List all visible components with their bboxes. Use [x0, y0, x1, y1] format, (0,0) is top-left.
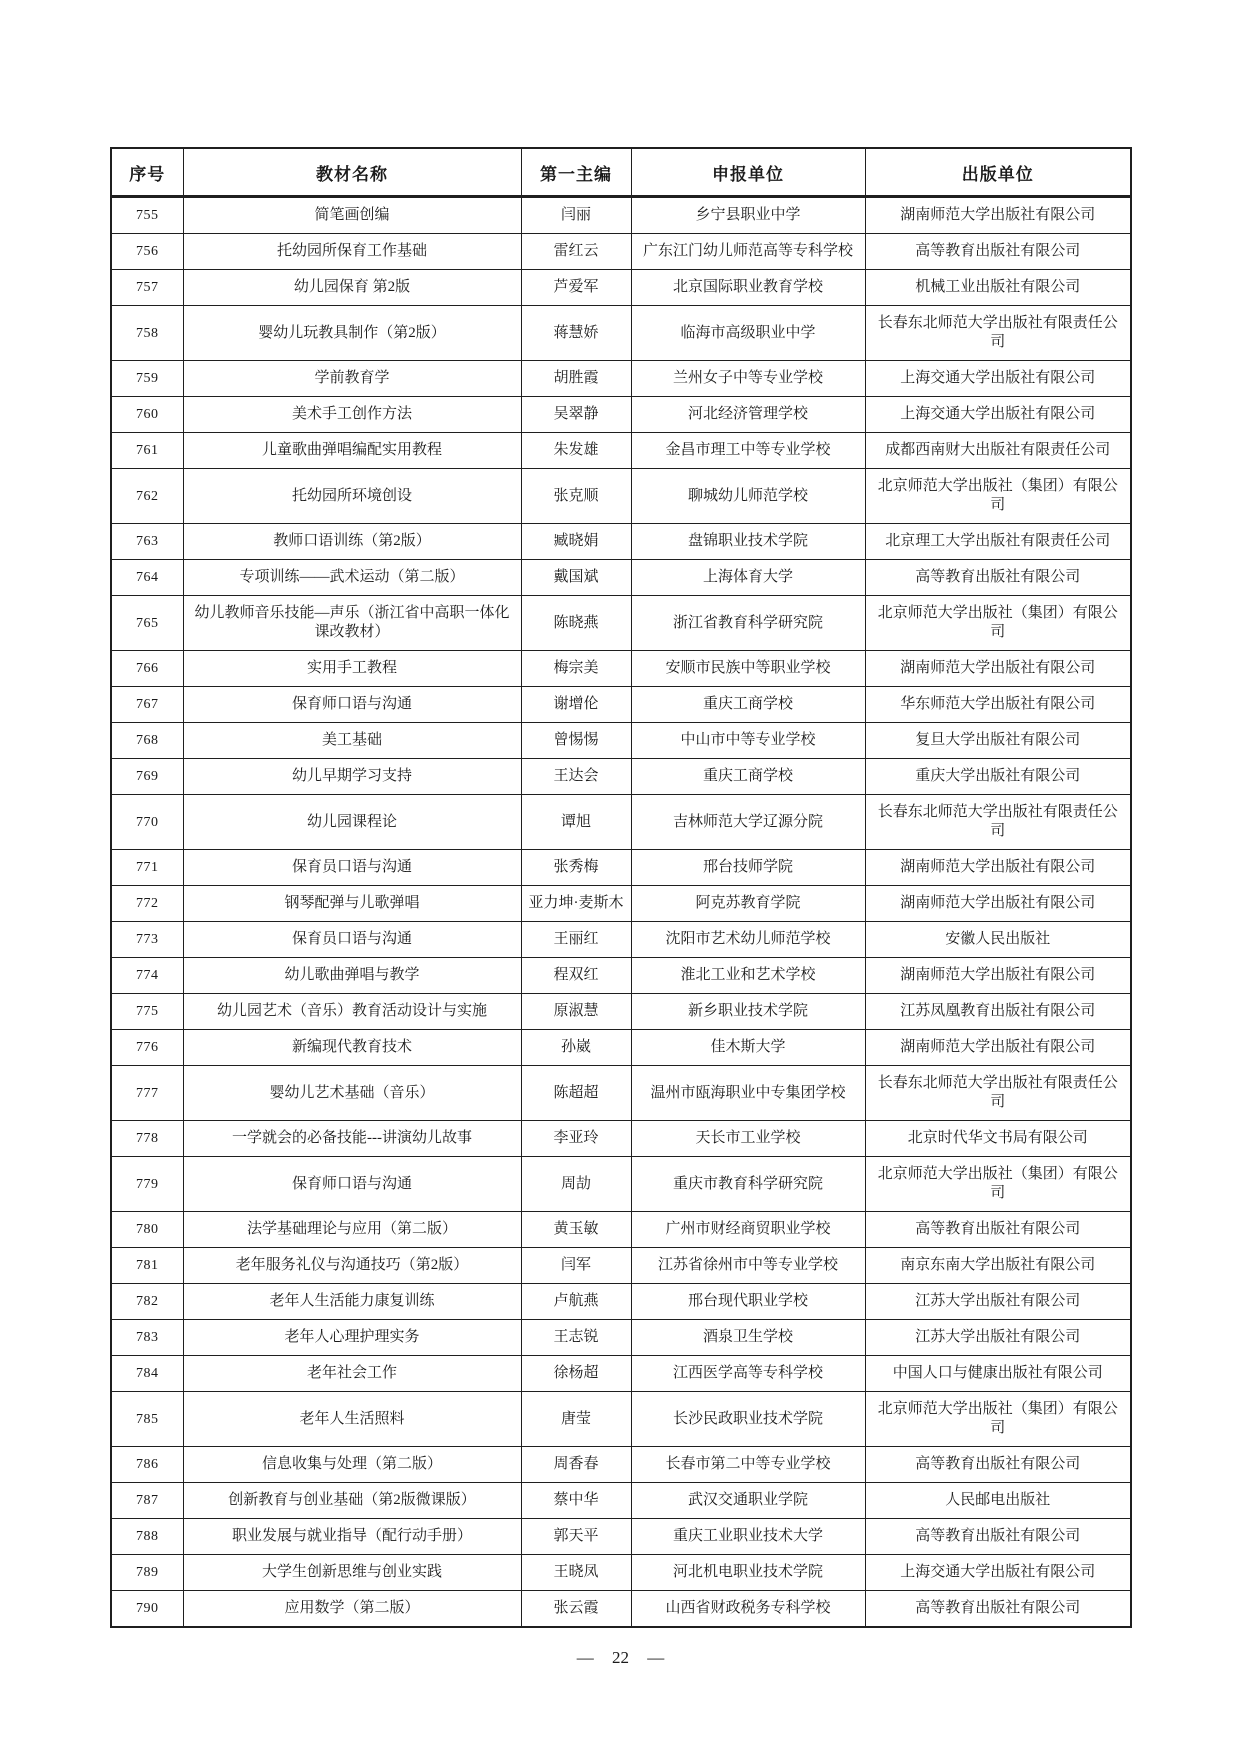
applicant-cell: 天长市工业学校: [631, 1121, 865, 1157]
applicant-cell: 佳木斯大学: [631, 1030, 865, 1066]
serial-cell: 757: [111, 270, 183, 306]
table-row: [111, 958, 1131, 994]
applicant-cell: 温州市瓯海职业中专集团学校: [631, 1066, 865, 1121]
publisher-cell: 上海交通大学出版社有限公司: [865, 361, 1131, 397]
applicant-cell: 长春市第二中等专业学校: [631, 1447, 865, 1483]
table-row: [111, 1483, 1131, 1519]
table-row: [111, 687, 1131, 723]
title-cell: 老年人心理护理实务: [183, 1320, 521, 1356]
title-cell: 教师口语训练（第2版）: [183, 524, 521, 560]
applicant-cell: 安顺市民族中等职业学校: [631, 651, 865, 687]
applicant-cell: 阿克苏教育学院: [631, 886, 865, 922]
title-cell: 老年服务礼仪与沟通技巧（第2版）: [183, 1248, 521, 1284]
serial-cell: 780: [111, 1212, 183, 1248]
table-row: [111, 1555, 1131, 1591]
publisher-cell: 高等教育出版社有限公司: [865, 1447, 1131, 1483]
serial-cell: 776: [111, 1030, 183, 1066]
editor-cell: 蒋慧娇: [521, 306, 631, 361]
applicant-cell: 酒泉卫生学校: [631, 1320, 865, 1356]
header-publisher: 出版单位: [865, 148, 1131, 197]
applicant-cell: 北京国际职业教育学校: [631, 270, 865, 306]
publisher-cell: 北京师范大学出版社（集团）有限公司: [865, 596, 1131, 651]
textbook-approval-table: [110, 147, 1132, 1628]
serial-cell: 777: [111, 1066, 183, 1121]
table-row: [111, 234, 1131, 270]
editor-cell: 原淑慧: [521, 994, 631, 1030]
serial-cell: 774: [111, 958, 183, 994]
publisher-cell: 北京理工大学出版社有限责任公司: [865, 524, 1131, 560]
title-cell: 美术手工创作方法: [183, 397, 521, 433]
publisher-cell: 江苏大学出版社有限公司: [865, 1320, 1131, 1356]
serial-cell: 787: [111, 1483, 183, 1519]
table-row: [111, 306, 1131, 361]
editor-cell: 程双红: [521, 958, 631, 994]
applicant-cell: 广东江门幼儿师范高等专科学校: [631, 234, 865, 270]
title-cell: 专项训练——武术运动（第二版）: [183, 560, 521, 596]
applicant-cell: 新乡职业技术学院: [631, 994, 865, 1030]
title-cell: 法学基础理论与应用（第二版）: [183, 1212, 521, 1248]
publisher-cell: 高等教育出版社有限公司: [865, 1519, 1131, 1555]
serial-cell: 782: [111, 1284, 183, 1320]
title-cell: 创新教育与创业基础（第2版微课版）: [183, 1483, 521, 1519]
title-cell: 钢琴配弹与儿歌弹唱: [183, 886, 521, 922]
editor-cell: 陈超超: [521, 1066, 631, 1121]
title-cell: 保育员口语与沟通: [183, 922, 521, 958]
publisher-cell: 高等教育出版社有限公司: [865, 1591, 1131, 1628]
applicant-cell: 临海市高级职业中学: [631, 306, 865, 361]
editor-cell: 曾惕惕: [521, 723, 631, 759]
serial-cell: 756: [111, 234, 183, 270]
publisher-cell: 南京东南大学出版社有限公司: [865, 1248, 1131, 1284]
table-row: [111, 1066, 1131, 1121]
title-cell: 幼儿歌曲弹唱与教学: [183, 958, 521, 994]
applicant-cell: 聊城幼儿师范学校: [631, 469, 865, 524]
table-row: [111, 850, 1131, 886]
title-cell: 老年社会工作: [183, 1356, 521, 1392]
publisher-cell: 复旦大学出版社有限公司: [865, 723, 1131, 759]
applicant-cell: 重庆工商学校: [631, 687, 865, 723]
serial-cell: 781: [111, 1248, 183, 1284]
editor-cell: 周劼: [521, 1157, 631, 1212]
publisher-cell: 长春东北师范大学出版社有限责任公司: [865, 1066, 1131, 1121]
applicant-cell: 江西医学高等专科学校: [631, 1356, 865, 1392]
table-row: [111, 1591, 1131, 1628]
publisher-cell: 湖南师范大学出版社有限公司: [865, 1030, 1131, 1066]
applicant-cell: 淮北工业和艺术学校: [631, 958, 865, 994]
title-cell: 托幼园所环境创设: [183, 469, 521, 524]
table-row: [111, 596, 1131, 651]
editor-cell: 戴国斌: [521, 560, 631, 596]
applicant-cell: 沈阳市艺术幼儿师范学校: [631, 922, 865, 958]
table-row: [111, 994, 1131, 1030]
editor-cell: 张秀梅: [521, 850, 631, 886]
publisher-cell: 长春东北师范大学出版社有限责任公司: [865, 306, 1131, 361]
publisher-cell: 北京师范大学出版社（集团）有限公司: [865, 1157, 1131, 1212]
table-header-row: [111, 148, 1131, 197]
publisher-cell: 上海交通大学出版社有限公司: [865, 1555, 1131, 1591]
applicant-cell: 吉林师范大学辽源分院: [631, 795, 865, 850]
publisher-cell: 湖南师范大学出版社有限公司: [865, 850, 1131, 886]
publisher-cell: 北京时代华文书局有限公司: [865, 1121, 1131, 1157]
table-row: [111, 361, 1131, 397]
publisher-cell: 成都西南财大出版社有限责任公司: [865, 433, 1131, 469]
editor-cell: 王志锐: [521, 1320, 631, 1356]
title-cell: 学前教育学: [183, 361, 521, 397]
editor-cell: 张云霞: [521, 1591, 631, 1628]
title-cell: 新编现代教育技术: [183, 1030, 521, 1066]
title-cell: 托幼园所保育工作基础: [183, 234, 521, 270]
table-row: [111, 1157, 1131, 1212]
editor-cell: 吴翠静: [521, 397, 631, 433]
table-row: [111, 1519, 1131, 1555]
serial-cell: 758: [111, 306, 183, 361]
applicant-cell: 武汉交通职业学院: [631, 1483, 865, 1519]
applicant-cell: 中山市中等专业学校: [631, 723, 865, 759]
table-row: [111, 1030, 1131, 1066]
title-cell: 幼儿园艺术（音乐）教育活动设计与实施: [183, 994, 521, 1030]
title-cell: 老年人生活能力康复训练: [183, 1284, 521, 1320]
publisher-cell: 长春东北师范大学出版社有限责任公司: [865, 795, 1131, 850]
editor-cell: 郭天平: [521, 1519, 631, 1555]
title-cell: 幼儿教师音乐技能—声乐（浙江省中高职一体化课改教材）: [183, 596, 521, 651]
table-body: [111, 197, 1131, 1628]
table-row: [111, 197, 1131, 234]
editor-cell: 周香春: [521, 1447, 631, 1483]
serial-cell: 788: [111, 1519, 183, 1555]
title-cell: 一学就会的必备技能---讲演幼儿故事: [183, 1121, 521, 1157]
title-cell: 保育员口语与沟通: [183, 850, 521, 886]
applicant-cell: 广州市财经商贸职业学校: [631, 1212, 865, 1248]
title-cell: 老年人生活照料: [183, 1392, 521, 1447]
header-title: 教材名称: [183, 148, 521, 197]
editor-cell: 雷红云: [521, 234, 631, 270]
table-container: [110, 147, 1130, 1628]
serial-cell: 761: [111, 433, 183, 469]
serial-cell: 770: [111, 795, 183, 850]
serial-cell: 755: [111, 197, 183, 234]
applicant-cell: 兰州女子中等专业学校: [631, 361, 865, 397]
header-editor: 第一主编: [521, 148, 631, 197]
table-row: [111, 1212, 1131, 1248]
serial-cell: 789: [111, 1555, 183, 1591]
editor-cell: 蔡中华: [521, 1483, 631, 1519]
editor-cell: 梅宗美: [521, 651, 631, 687]
title-cell: 信息收集与处理（第二版）: [183, 1447, 521, 1483]
publisher-cell: 江苏凤凰教育出版社有限公司: [865, 994, 1131, 1030]
serial-cell: 764: [111, 560, 183, 596]
table-row: [111, 1392, 1131, 1447]
publisher-cell: 重庆大学出版社有限公司: [865, 759, 1131, 795]
publisher-cell: 华东师范大学出版社有限公司: [865, 687, 1131, 723]
table-row: [111, 1121, 1131, 1157]
editor-cell: 王达会: [521, 759, 631, 795]
serial-cell: 773: [111, 922, 183, 958]
table-row: [111, 922, 1131, 958]
serial-cell: 785: [111, 1392, 183, 1447]
publisher-cell: 湖南师范大学出版社有限公司: [865, 886, 1131, 922]
title-cell: 婴幼儿艺术基础（音乐）: [183, 1066, 521, 1121]
title-cell: 保育师口语与沟通: [183, 687, 521, 723]
applicant-cell: 乡宁县职业中学: [631, 197, 865, 234]
publisher-cell: 中国人口与健康出版社有限公司: [865, 1356, 1131, 1392]
editor-cell: 黄玉敏: [521, 1212, 631, 1248]
title-cell: 职业发展与就业指导（配行动手册）: [183, 1519, 521, 1555]
table-row: [111, 795, 1131, 850]
serial-cell: 759: [111, 361, 183, 397]
table-row: [111, 1284, 1131, 1320]
publisher-cell: 湖南师范大学出版社有限公司: [865, 197, 1131, 234]
header-applicant: 申报单位: [631, 148, 865, 197]
editor-cell: 胡胜霞: [521, 361, 631, 397]
applicant-cell: 盘锦职业技术学院: [631, 524, 865, 560]
editor-cell: 王丽红: [521, 922, 631, 958]
applicant-cell: 浙江省教育科学研究院: [631, 596, 865, 651]
applicant-cell: 重庆工商学校: [631, 759, 865, 795]
editor-cell: 徐杨超: [521, 1356, 631, 1392]
publisher-cell: 湖南师范大学出版社有限公司: [865, 651, 1131, 687]
title-cell: 保育师口语与沟通: [183, 1157, 521, 1212]
publisher-cell: 高等教育出版社有限公司: [865, 234, 1131, 270]
header-serial: 序号: [111, 148, 183, 197]
serial-cell: 786: [111, 1447, 183, 1483]
title-cell: 幼儿园课程论: [183, 795, 521, 850]
publisher-cell: 上海交通大学出版社有限公司: [865, 397, 1131, 433]
publisher-cell: 江苏大学出版社有限公司: [865, 1284, 1131, 1320]
table-row: [111, 433, 1131, 469]
serial-cell: 768: [111, 723, 183, 759]
serial-cell: 762: [111, 469, 183, 524]
table-row: [111, 469, 1131, 524]
serial-cell: 769: [111, 759, 183, 795]
title-cell: 美工基础: [183, 723, 521, 759]
title-cell: 婴幼儿玩教具制作（第2版）: [183, 306, 521, 361]
applicant-cell: 河北机电职业技术学院: [631, 1555, 865, 1591]
table-row: [111, 1447, 1131, 1483]
table-row: [111, 560, 1131, 596]
serial-cell: 783: [111, 1320, 183, 1356]
editor-cell: 张克顺: [521, 469, 631, 524]
publisher-cell: 机械工业出版社有限公司: [865, 270, 1131, 306]
publisher-cell: 高等教育出版社有限公司: [865, 1212, 1131, 1248]
editor-cell: 闫丽: [521, 197, 631, 234]
table-row: [111, 270, 1131, 306]
page-number: — 22 —: [576, 1648, 665, 1667]
serial-cell: 771: [111, 850, 183, 886]
title-cell: 简笔画创编: [183, 197, 521, 234]
editor-cell: 谢增伦: [521, 687, 631, 723]
table-row: [111, 759, 1131, 795]
editor-cell: 朱发雄: [521, 433, 631, 469]
publisher-cell: 北京师范大学出版社（集团）有限公司: [865, 1392, 1131, 1447]
editor-cell: 闫军: [521, 1248, 631, 1284]
applicant-cell: 重庆工业职业技术大学: [631, 1519, 865, 1555]
table-row: [111, 1356, 1131, 1392]
applicant-cell: 长沙民政职业技术学院: [631, 1392, 865, 1447]
serial-cell: 779: [111, 1157, 183, 1212]
serial-cell: 790: [111, 1591, 183, 1628]
table-row: [111, 723, 1131, 759]
publisher-cell: 湖南师范大学出版社有限公司: [865, 958, 1131, 994]
serial-cell: 775: [111, 994, 183, 1030]
editor-cell: 王晓凤: [521, 1555, 631, 1591]
serial-cell: 767: [111, 687, 183, 723]
title-cell: 应用数学（第二版）: [183, 1591, 521, 1628]
applicant-cell: 江苏省徐州市中等专业学校: [631, 1248, 865, 1284]
serial-cell: 766: [111, 651, 183, 687]
applicant-cell: 邢台技师学院: [631, 850, 865, 886]
table-row: [111, 651, 1131, 687]
editor-cell: 卢航燕: [521, 1284, 631, 1320]
applicant-cell: 山西省财政税务专科学校: [631, 1591, 865, 1628]
serial-cell: 763: [111, 524, 183, 560]
editor-cell: 李亚玲: [521, 1121, 631, 1157]
table-row: [111, 397, 1131, 433]
table-row: [111, 886, 1131, 922]
editor-cell: 芦爱军: [521, 270, 631, 306]
table-row: [111, 1320, 1131, 1356]
editor-cell: 孙崴: [521, 1030, 631, 1066]
applicant-cell: 重庆市教育科学研究院: [631, 1157, 865, 1212]
applicant-cell: 金昌市理工中等专业学校: [631, 433, 865, 469]
editor-cell: 臧晓娟: [521, 524, 631, 560]
serial-cell: 784: [111, 1356, 183, 1392]
applicant-cell: 上海体育大学: [631, 560, 865, 596]
editor-cell: 陈晓燕: [521, 596, 631, 651]
table-row: [111, 1248, 1131, 1284]
publisher-cell: 高等教育出版社有限公司: [865, 560, 1131, 596]
title-cell: 实用手工教程: [183, 651, 521, 687]
title-cell: 幼儿早期学习支持: [183, 759, 521, 795]
publisher-cell: 人民邮电出版社: [865, 1483, 1131, 1519]
table-row: [111, 524, 1131, 560]
applicant-cell: 河北经济管理学校: [631, 397, 865, 433]
title-cell: 儿童歌曲弹唱编配实用教程: [183, 433, 521, 469]
editor-cell: 亚力坤·麦斯木: [521, 886, 631, 922]
serial-cell: 772: [111, 886, 183, 922]
title-cell: 大学生创新思维与创业实践: [183, 1555, 521, 1591]
publisher-cell: 安徽人民出版社: [865, 922, 1131, 958]
serial-cell: 765: [111, 596, 183, 651]
applicant-cell: 邢台现代职业学校: [631, 1284, 865, 1320]
serial-cell: 760: [111, 397, 183, 433]
publisher-cell: 北京师范大学出版社（集团）有限公司: [865, 469, 1131, 524]
editor-cell: 唐莹: [521, 1392, 631, 1447]
editor-cell: 谭旭: [521, 795, 631, 850]
title-cell: 幼儿园保育 第2版: [183, 270, 521, 306]
serial-cell: 778: [111, 1121, 183, 1157]
